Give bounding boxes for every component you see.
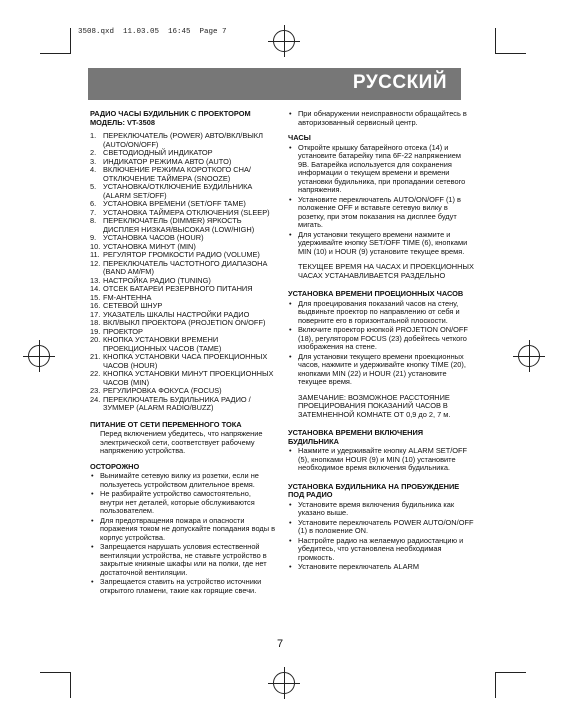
bullet-item: • Для проецирования показаний часов на стену, выдвиньте проектор по направлению от себя и поверните его в горизонтальной плоскости.: [288, 300, 474, 326]
parts-item-text: УСТАНОВКА МИНУТ (MIN): [103, 241, 196, 251]
alarm-heading: УСТАНОВКА ВРЕМЕНИ ВКЛЮЧЕНИЯ БУДИЛЬНИКА: [288, 428, 424, 446]
parts-item-text: ИНДИКАТОР РЕЖИМА АВТО (AUTO): [103, 156, 232, 166]
parts-item-number: 14.: [90, 284, 101, 293]
bullet-item: • Для предотвращения пожара и опасности поражения током не допускайте попадания воды в корпус устройства.: [90, 517, 276, 543]
fault-list: [288, 110, 474, 127]
parts-item-number: 9.: [90, 233, 97, 242]
parts-list-item: [90, 132, 276, 149]
parts-item-text: ОТСЕК БАТАРЕИ РЕЗЕРВНОГО ПИТАНИЯ: [103, 284, 253, 293]
parts-list-item: [90, 396, 276, 413]
parts-item-number: 17.: [90, 309, 101, 319]
parts-item-number: 5.: [90, 182, 97, 191]
parts-list-item: [90, 183, 276, 200]
bullet-item: • Установите переключатель POWER AUTO/ON/OFF (1) в положение ON.: [288, 519, 474, 536]
registration-mark-icon: [28, 345, 50, 367]
parts-item-text: ПЕРЕКЛЮЧАТЕЛЬ БУДИЛЬНИКА РАДИО / ЗУММЕР (ALARM RADIO/BUZZ): [103, 394, 251, 412]
parts-item-text: РЕГУЛИРОВКА ФОКУСА (FOCUS): [103, 386, 222, 395]
parts-item-number: 1.: [90, 131, 97, 140]
parts-item-text: ПЕРЕКЛЮЧАТЕЛЬ ЧАСТОТНОГО ДИАПАЗОНА (BAND AM/FM): [103, 258, 268, 276]
parts-item-text: СВЕТОДИОДНЫЙ ИНДИКАТОР: [103, 148, 213, 157]
parts-item-number: 12.: [90, 258, 101, 268]
language-banner: [88, 68, 461, 100]
parts-item-number: 23.: [90, 386, 101, 395]
parts-list-item: [90, 166, 276, 183]
parts-item-number: 24.: [90, 394, 101, 404]
parts-item-number: 18.: [90, 318, 101, 327]
parts-item-text: УСТАНОВКА/ОТКЛЮЧЕНИЕ БУДИЛЬНИКА (ALARM SET/OFF): [103, 182, 253, 200]
bullet-item: • Настройте радио на желаемую радиостанцию и убедитесь, что установлена необходимая громкость.: [288, 537, 474, 563]
parts-item-text: РЕГУЛЯТОР ГРОМКОСТИ РАДИО (VOLUME): [103, 250, 260, 259]
parts-item-number: 2.: [90, 148, 97, 157]
alarm-list: [288, 447, 474, 473]
clock-note: ТЕКУЩЕЕ ВРЕМЯ НА ЧАСАХ И ПРОЕКЦИОННЫХ ЧАСАХ УСТАНАВЛИВАЕТСЯ РАЗДЕЛЬНО: [298, 262, 474, 280]
parts-item-text: УСТАНОВКА ЧАСОВ (HOUR): [103, 233, 204, 242]
parts-item-text: ВКЛЮЧЕНИЕ РЕЖИМА КОРОТКОГО СНА/ОТКЛЮЧЕНИЕ ТАЙМЕРА (SNOOZE): [103, 165, 251, 183]
parts-item-text: КНОПКА УСТАНОВКИ ВРЕМЕНИ ПРОЕКЦИОННЫХ ЧАСОВ (TAME): [103, 335, 222, 353]
right-column: [288, 110, 474, 579]
parts-item-number: 22.: [90, 369, 101, 378]
parts-item-number: 4.: [90, 165, 97, 174]
registration-mark-icon: [273, 30, 295, 52]
crop-mark: [70, 672, 71, 698]
registration-mark-icon: [518, 345, 540, 367]
crop-mark: [496, 672, 526, 673]
registration-mark-icon: [273, 672, 295, 694]
bullet-item: • Включите проектор кнопкой PROJETION ON/OFF (18), регулятором FOCUS (23) добейтесь четкого изображения на стене.: [288, 326, 474, 352]
clock-heading: ЧАСЫ: [288, 133, 311, 142]
parts-item-number: 11.: [90, 250, 100, 259]
parts-item-text: УСТАНОВКА ВРЕМЕНИ (SET/OFF TAME): [103, 199, 246, 208]
parts-item-text: НАСТРОЙКА РАДИО (TUNING): [103, 275, 211, 285]
power-heading: ПИТАНИЕ ОТ СЕТИ ПЕРЕМЕННОГО ТОКА: [90, 419, 242, 429]
projection-list: [288, 300, 474, 387]
bullet-item: • Запрещается ставить на устройство источники открытого пламени, такие как горящие свечи.: [90, 578, 276, 595]
parts-item-number: 16.: [90, 301, 101, 310]
parts-item-text: КНОПКА УСТАНОВКИ МИНУТ ПРОЕКЦИОННЫХ ЧАСОВ (MIN): [103, 369, 274, 387]
bullet-item: • Для установки текущего времени проекционных часов, нажмите и удерживайте кнопку TIME (20), кнопками MIN (22) и HOUR (21) установите текущее время.: [288, 353, 474, 387]
parts-item-number: 15.: [90, 292, 101, 302]
radio-alarm-list: [288, 501, 474, 572]
parts-list-item: [90, 370, 276, 387]
parts-item-number: 21.: [90, 352, 101, 361]
bullet-item: • Установите переключатель AUTO/ON/OFF (1) в положение OFF и вставьте сетевую вилку в розетку, при этом показания на дисплее будут мигать.: [288, 196, 474, 230]
parts-item-number: 7.: [90, 207, 97, 217]
bullet-item: • Не разбирайте устройство самостоятельно, внутри нет деталей, которые обслуживаются пользователем.: [90, 490, 276, 516]
parts-list-item: [90, 260, 276, 277]
caution-list: [90, 472, 276, 595]
bullet-item: • Нажмите и удерживайте кнопку ALARM SET/OFF (5), кнопками HOUR (9) и MIN (10) установите необходимое время включения будильника.: [288, 447, 474, 473]
parts-item-number: 8.: [90, 216, 97, 225]
parts-item-text: УСТАНОВКА ТАЙМЕРА ОТКЛЮЧЕНИЯ (SLEEP): [103, 207, 270, 217]
parts-list-item: [90, 217, 276, 234]
parts-item-text: КНОПКА УСТАНОВКИ ЧАСА ПРОЕКЦИОННЫХ ЧАСОВ (HOUR): [103, 352, 268, 370]
parts-item-text: FM-АНТЕННА: [103, 292, 152, 302]
crop-mark: [40, 53, 70, 54]
parts-item-number: 19.: [90, 326, 101, 336]
product-title: РАДИО ЧАСЫ БУДИЛЬНИК С ПРОЕКТОРОМ МОДЕЛЬ: VT-3508: [90, 109, 251, 127]
power-text: Перед включением убедитесь, что напряжение электрической сети, соответствует рабочему напряжению устройства.: [100, 429, 263, 455]
bullet-item: • Для установки текущего времени нажмите и удерживайте кнопку SET/OFF TIME (6), кнопками MIN (10) и HOUR (9) установите текущее время.: [288, 231, 474, 257]
parts-list-item: [90, 353, 276, 370]
parts-item-text: УКАЗАТЕЛЬ ШКАЛЫ НАСТРОЙКИ РАДИО: [103, 309, 250, 319]
parts-item-text: ВКЛ/ВЫКЛ ПРОЕКТОРА (PROJETION ON/OFF): [103, 318, 266, 327]
parts-item-number: 13.: [90, 275, 101, 285]
parts-item-number: 20.: [90, 335, 101, 344]
crop-mark: [496, 53, 526, 54]
projection-note: ЗАМЕЧАНИЕ: ВОЗМОЖНОЕ РАССТОЯНИЕ ПРОЕЦИРОВАНИЯ ПОКАЗАНИЙ ЧАСОВ В ЗАТЕМНЕННОЙ КОМНАТЕ ОТ 0,9 до 2, 7 м.: [298, 392, 451, 419]
parts-item-number: 6.: [90, 199, 97, 208]
parts-item-text: ПРОЕКТОР: [103, 326, 143, 336]
file-slug: 3508.qxd 11.03.05 16:45 Page 7: [78, 28, 227, 36]
left-column: [90, 110, 276, 602]
parts-item-number: 3.: [90, 156, 97, 166]
parts-item-text: ПЕРЕКЛЮЧАТЕЛЬ (DIMMER) ЯРКОСТЬ ДИСПЛЕЯ НИЗКАЯ/ВЫСОКАЯ (LOW/HIGH): [103, 216, 255, 234]
parts-item-text: ПЕРЕКЛЮЧАТЕЛЬ (POWER) АВТО/ВКЛ/ВЫКЛ (AUTO/ON/OFF): [103, 131, 263, 149]
crop-mark: [70, 28, 71, 54]
crop-mark: [495, 28, 496, 54]
parts-list: [90, 132, 276, 413]
bullet-item: • Вынимайте сетевую вилку из розетки, если не пользуетесь устройством длительное время.: [90, 472, 276, 489]
bullet-item: • Запрещается нарушать условия естественной вентиляции устройства, не ставьте устройство в закрытые книжные шкафы или на полки, где нет достаточной вентиляции.: [90, 543, 276, 577]
parts-list-item: [90, 336, 276, 353]
clock-list: [288, 144, 474, 257]
parts-item-number: 10.: [90, 241, 101, 251]
parts-item-text: СЕТЕВОЙ ШНУР: [103, 301, 163, 310]
bullet-item: • Установите переключатель ALARM: [288, 563, 474, 572]
caution-heading: ОСТОРОЖНО: [90, 461, 140, 471]
bullet-item: • Установите время включения будильника как указано выше.: [288, 501, 474, 518]
page-number: 7: [277, 638, 284, 650]
projection-heading: УСТАНОВКА ВРЕМЕНИ ПРОЕЦИОННЫХ ЧАСОВ: [288, 289, 464, 298]
bullet-item: • Откройте крышку батарейного отсека (14) и установите батарейку типа 6F-22 напряжением 9В. Батарейка используется для сохранения информации о текущем времени и времени установки будильника, при пропадании сетевого напряжения.: [288, 144, 474, 195]
bullet-item: • При обнаружении неисправности обращайтесь в авторизованный сервисный центр.: [288, 110, 474, 127]
crop-mark: [40, 672, 70, 673]
crop-mark: [495, 672, 496, 698]
radio-alarm-heading: УСТАНОВКА БУДИЛЬНИКА НА ПРОБУЖДЕНИЕ ПОД РАДИО: [288, 481, 460, 499]
banner-title: РУССКИЙ: [352, 72, 447, 93]
